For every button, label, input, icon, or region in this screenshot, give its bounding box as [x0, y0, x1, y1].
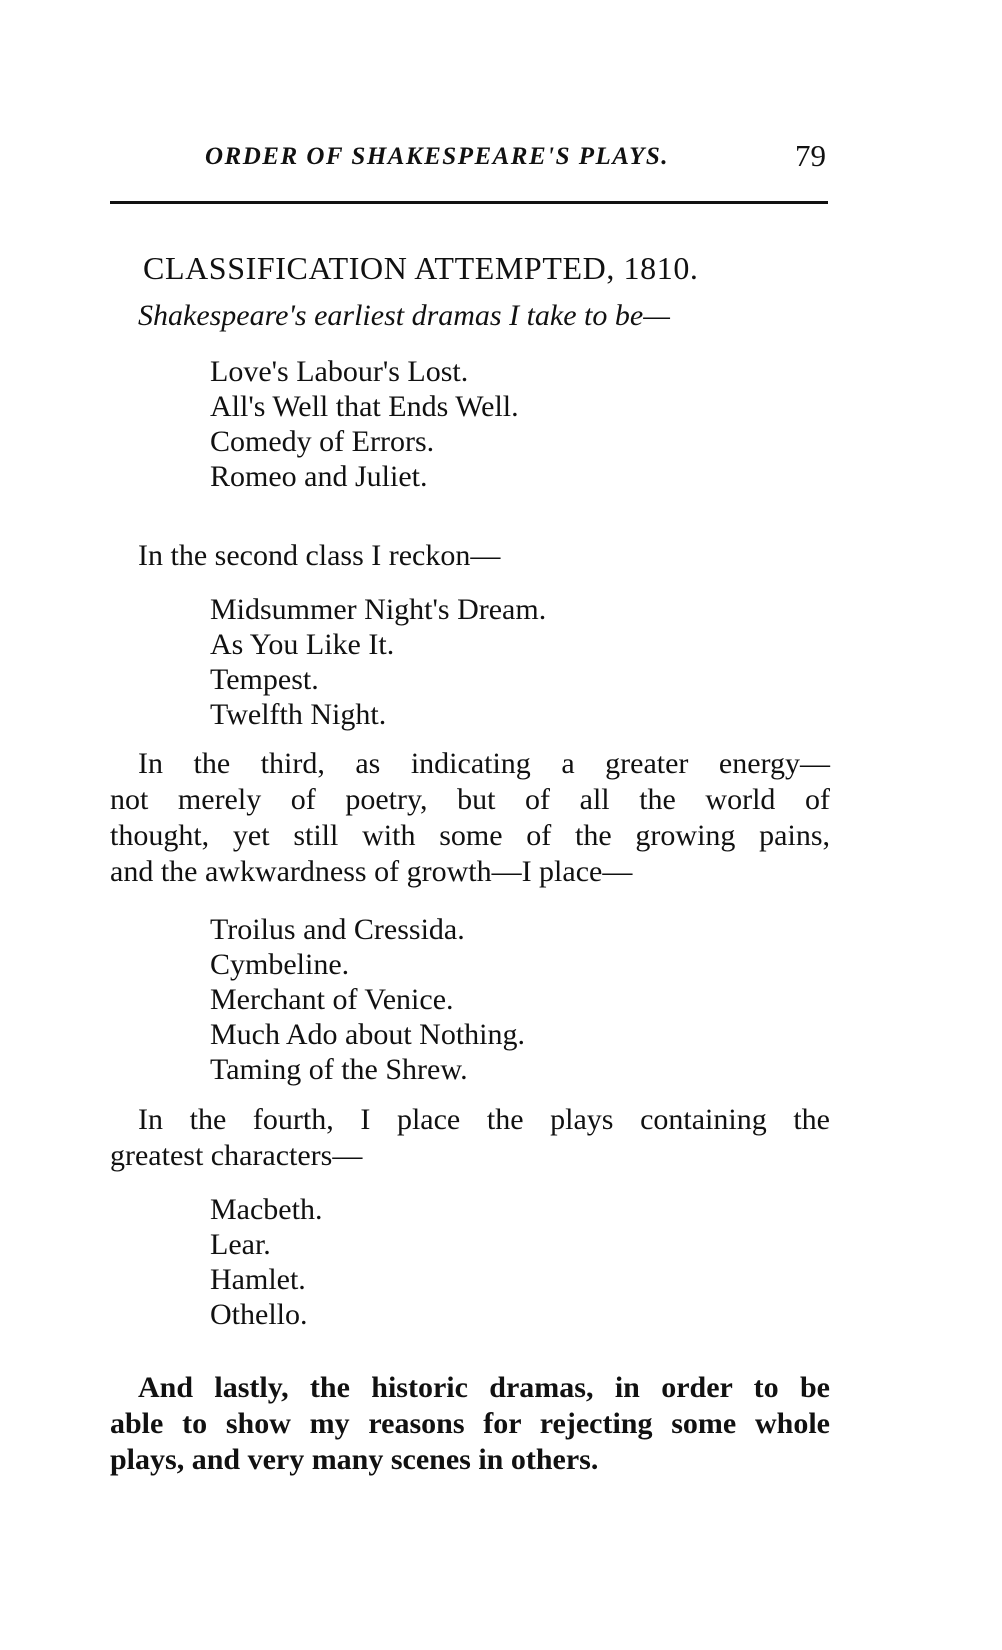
list-item: All's Well that Ends Well. — [210, 390, 519, 423]
list-item: Twelfth Night. — [210, 698, 387, 731]
list-item: Taming of the Shrew. — [210, 1053, 468, 1086]
closing-paragraph — [110, 1370, 830, 1478]
list-item: Merchant of Venice. — [210, 983, 454, 1016]
list-item: Hamlet. — [210, 1263, 306, 1296]
group4-play-list — [210, 1192, 322, 1332]
group4-intro-line: In the fourth, I place the plays containing the — [138, 1103, 830, 1136]
list-item: Troilus and Cressida. — [210, 913, 465, 946]
group3-intro — [110, 746, 830, 890]
group4-intro-line: greatest characters— — [110, 1139, 363, 1172]
group4-intro — [110, 1102, 830, 1174]
list-item: Romeo and Juliet. — [210, 460, 428, 493]
list-item: Midsummer Night's Dream. — [210, 593, 547, 626]
group3-play-list — [210, 912, 525, 1087]
closing-line: plays, and very many scenes in others. — [110, 1443, 599, 1476]
list-item: Tempest. — [210, 663, 319, 696]
list-item: Comedy of Errors. — [210, 425, 435, 458]
group3-intro-line: thought, yet still with some of the growing pains, — [110, 819, 830, 852]
list-item: Othello. — [210, 1298, 308, 1331]
page-number: 79 — [795, 138, 826, 173]
group2-intro: In the second class I reckon— — [138, 539, 501, 572]
closing-line: And lastly, the historic dramas, in order to be — [138, 1371, 830, 1404]
group1-play-list — [210, 354, 519, 494]
list-item: Lear. — [210, 1228, 271, 1261]
list-item: Macbeth. — [210, 1193, 323, 1226]
group2-play-list — [210, 592, 546, 732]
running-header-title: ORDER OF SHAKESPEARE'S PLAYS. — [205, 143, 670, 170]
list-item: Love's Labour's Lost. — [210, 355, 469, 388]
group3-intro-line: not merely of poetry, but of all the world of — [110, 783, 830, 816]
list-item: As You Like It. — [210, 628, 395, 661]
closing-line: able to show my reasons for rejecting some whole — [110, 1407, 830, 1440]
header-rule — [110, 201, 828, 204]
list-item: Cymbeline. — [210, 948, 350, 981]
group3-intro-line: In the third, as indicating a greater energy— — [138, 747, 830, 780]
group3-intro-line: and the awkwardness of growth—I place— — [110, 855, 633, 888]
list-item: Much Ado about Nothing. — [210, 1018, 525, 1051]
group1-intro: Shakespeare's earliest dramas I take to be— — [138, 299, 670, 332]
section-title: CLASSIFICATION ATTEMPTED, 1810. — [143, 250, 699, 286]
